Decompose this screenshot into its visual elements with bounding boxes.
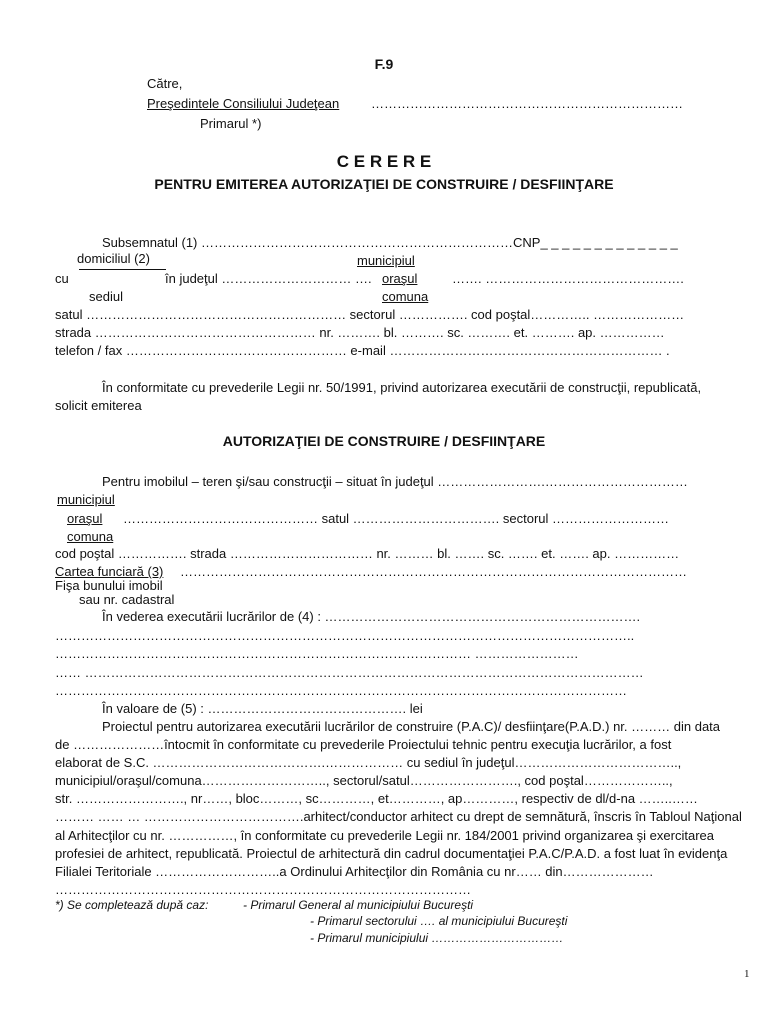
applicant-municipiul: municipiul — [357, 253, 415, 268]
imobil-comuna: comuna — [67, 529, 114, 544]
imobil-lucrari: În vederea executării lucrărilor de (4) : ………………………………………………………………. — [102, 609, 641, 624]
footnote-option-3: - Primarul municipiului …………………………… — [310, 931, 564, 945]
imobil-municipiul: municipiul — [57, 492, 115, 507]
proiect-line7: al Arhitecţilor cu nr. ……………, în conformitate cu prevederile Legii nr. 184/2001 privind organizarea şi exercitarea — [55, 828, 714, 843]
imobil-cartea-fill: ……………………………………………………………………………………………………… — [180, 564, 687, 579]
addressee-catre: Către, — [147, 76, 183, 91]
proiect-line2: de …………………întocmit în conformitate cu prevederile Proiectului tehnic pentru execuţia lucrărilor, a fost — [55, 737, 672, 752]
addressee-presedinte-fill: ……………………………………………………………… — [371, 96, 683, 111]
applicant-orasul: oraşul — [382, 271, 418, 286]
footnote-option-1: - Primarul General al municipiului Bucureşti — [243, 898, 474, 912]
applicant-cu: cu — [55, 271, 69, 286]
imobil-orasul: oraşul — [67, 511, 103, 526]
valoare-line: În valoare de (5) : ………………………………………. lei — [102, 701, 423, 716]
imobil-cartea: Cartea funciară (3) — [55, 564, 164, 579]
footnote-option-2: - Primarul sectorului …. al municipiului Bucureşti — [310, 914, 568, 928]
page-subtitle: PENTRU EMITEREA AUTORIZAŢIEI DE CONSTRUIRE / DESFIINŢARE — [154, 176, 614, 192]
conformitate-line1: În conformitate cu prevederile Legii nr. 50/1991, privind autorizarea executării de construcţii, republicată, — [102, 380, 702, 395]
applicant-telefon-line: telefon / fax …………………………………………… e-mail ……………………………………………………… . — [55, 343, 670, 358]
addressee-presedinte: Preşedintele Consiliului Judeţean — [147, 96, 340, 111]
imobil-dots-line2: …………………………………………………………………………………… …………………… — [55, 646, 579, 661]
applicant-satul-line: satul …………………………………………………… sectorul ……………. cod poştal………….. ………………… — [55, 307, 685, 322]
form-code: F.9 — [374, 56, 394, 72]
section-title: AUTORIZAŢIEI DE CONSTRUIRE / DESFIINŢARE — [222, 433, 546, 449]
imobil-orasul-line: ……………………………………… satul ……………………………. sectorul ……………………… — [123, 511, 670, 526]
applicant-sediul: sediul — [89, 289, 123, 304]
footnote-label: *) Se completează după caz: — [55, 898, 209, 912]
page-number: 1 — [744, 968, 750, 980]
addressee-primarul: Primarul *) — [200, 116, 262, 131]
proiect-line8: profesiei de arhitect, republicată. Proiectul de arhitectură din cadrul documentaţiei P.A.C/P.A.D. a fost luat în evidenţa — [55, 846, 728, 861]
applicant-domiciliul: domiciliul (2) — [77, 251, 150, 266]
proiect-line10: …………………………………………………………………………………… — [55, 882, 471, 897]
proiect-line6: ……… …… … ……………………………….arhitect/conductor arhitect cu drept de semnătură, înscris în Tabloul Naţional — [55, 809, 742, 824]
applicant-subsemnatul: Subsemnatul (1) ………………………………………………………………CNP_ _ _ _ _ _ _ _ _ _ _ _ _ — [102, 235, 678, 250]
proiect-line3: elaborat de S.C. ………………………………….……………… cu sediul în judeţul……………………………….., — [55, 755, 682, 770]
applicant-judet: în judeţul ………………………… …. — [165, 271, 372, 286]
proiect-line1: Proiectul pentru autorizarea executării lucrărilor de construire (P.A.C)/ desfiinţare(P.A.D.) nr. ……… din data — [102, 719, 721, 734]
imobil-line1: Pentru imobilul – teren şi/sau construcţii – situat în judeţul …………………….…………………………… — [102, 474, 688, 489]
imobil-dots-line1: …………………………………………………………………………………………………………………….. — [55, 628, 635, 643]
page-title: C E R E R E — [336, 152, 432, 171]
imobil-dots-line4: …………………………………………………………………………………………………………………… — [55, 683, 627, 698]
applicant-cu-underline — [79, 269, 166, 270]
imobil-dots-line3: …… ………………………………………………………………………………………………………………… — [55, 665, 644, 680]
conformitate-line2: solicit emiterea — [55, 398, 142, 413]
applicant-orasul-fill: ……. ………………………………………. — [452, 271, 684, 286]
imobil-nr-cadastral: sau nr. cadastral — [79, 592, 175, 607]
proiect-line9: Filialei Teritoriale ………………………..a Ordinului Arhitecţilor din România cu nr…… din………………… — [55, 864, 654, 879]
imobil-codpostal-line: cod poştal ……………. strada …………………………… nr. ……… bl. ……. sc. ……. et. ……. ap. …………… — [55, 546, 680, 561]
applicant-strada-line: strada …………………………………………… nr. ………. bl. ………. sc. ………. et. ………. ap. …………… — [55, 325, 665, 340]
applicant-comuna: comuna — [382, 289, 429, 304]
proiect-line4: municipiul/oraşul/comuna……………………….., sectorul/satul……………………., cod poştal……………….., — [55, 773, 673, 788]
imobil-fisa: Fişa bunului imobil — [55, 578, 163, 593]
proiect-line5: str. ……………………., nr……, bloc………, sc…………, et…………, ap…………, respectiv de dl/d-na ……..…… — [55, 791, 698, 806]
